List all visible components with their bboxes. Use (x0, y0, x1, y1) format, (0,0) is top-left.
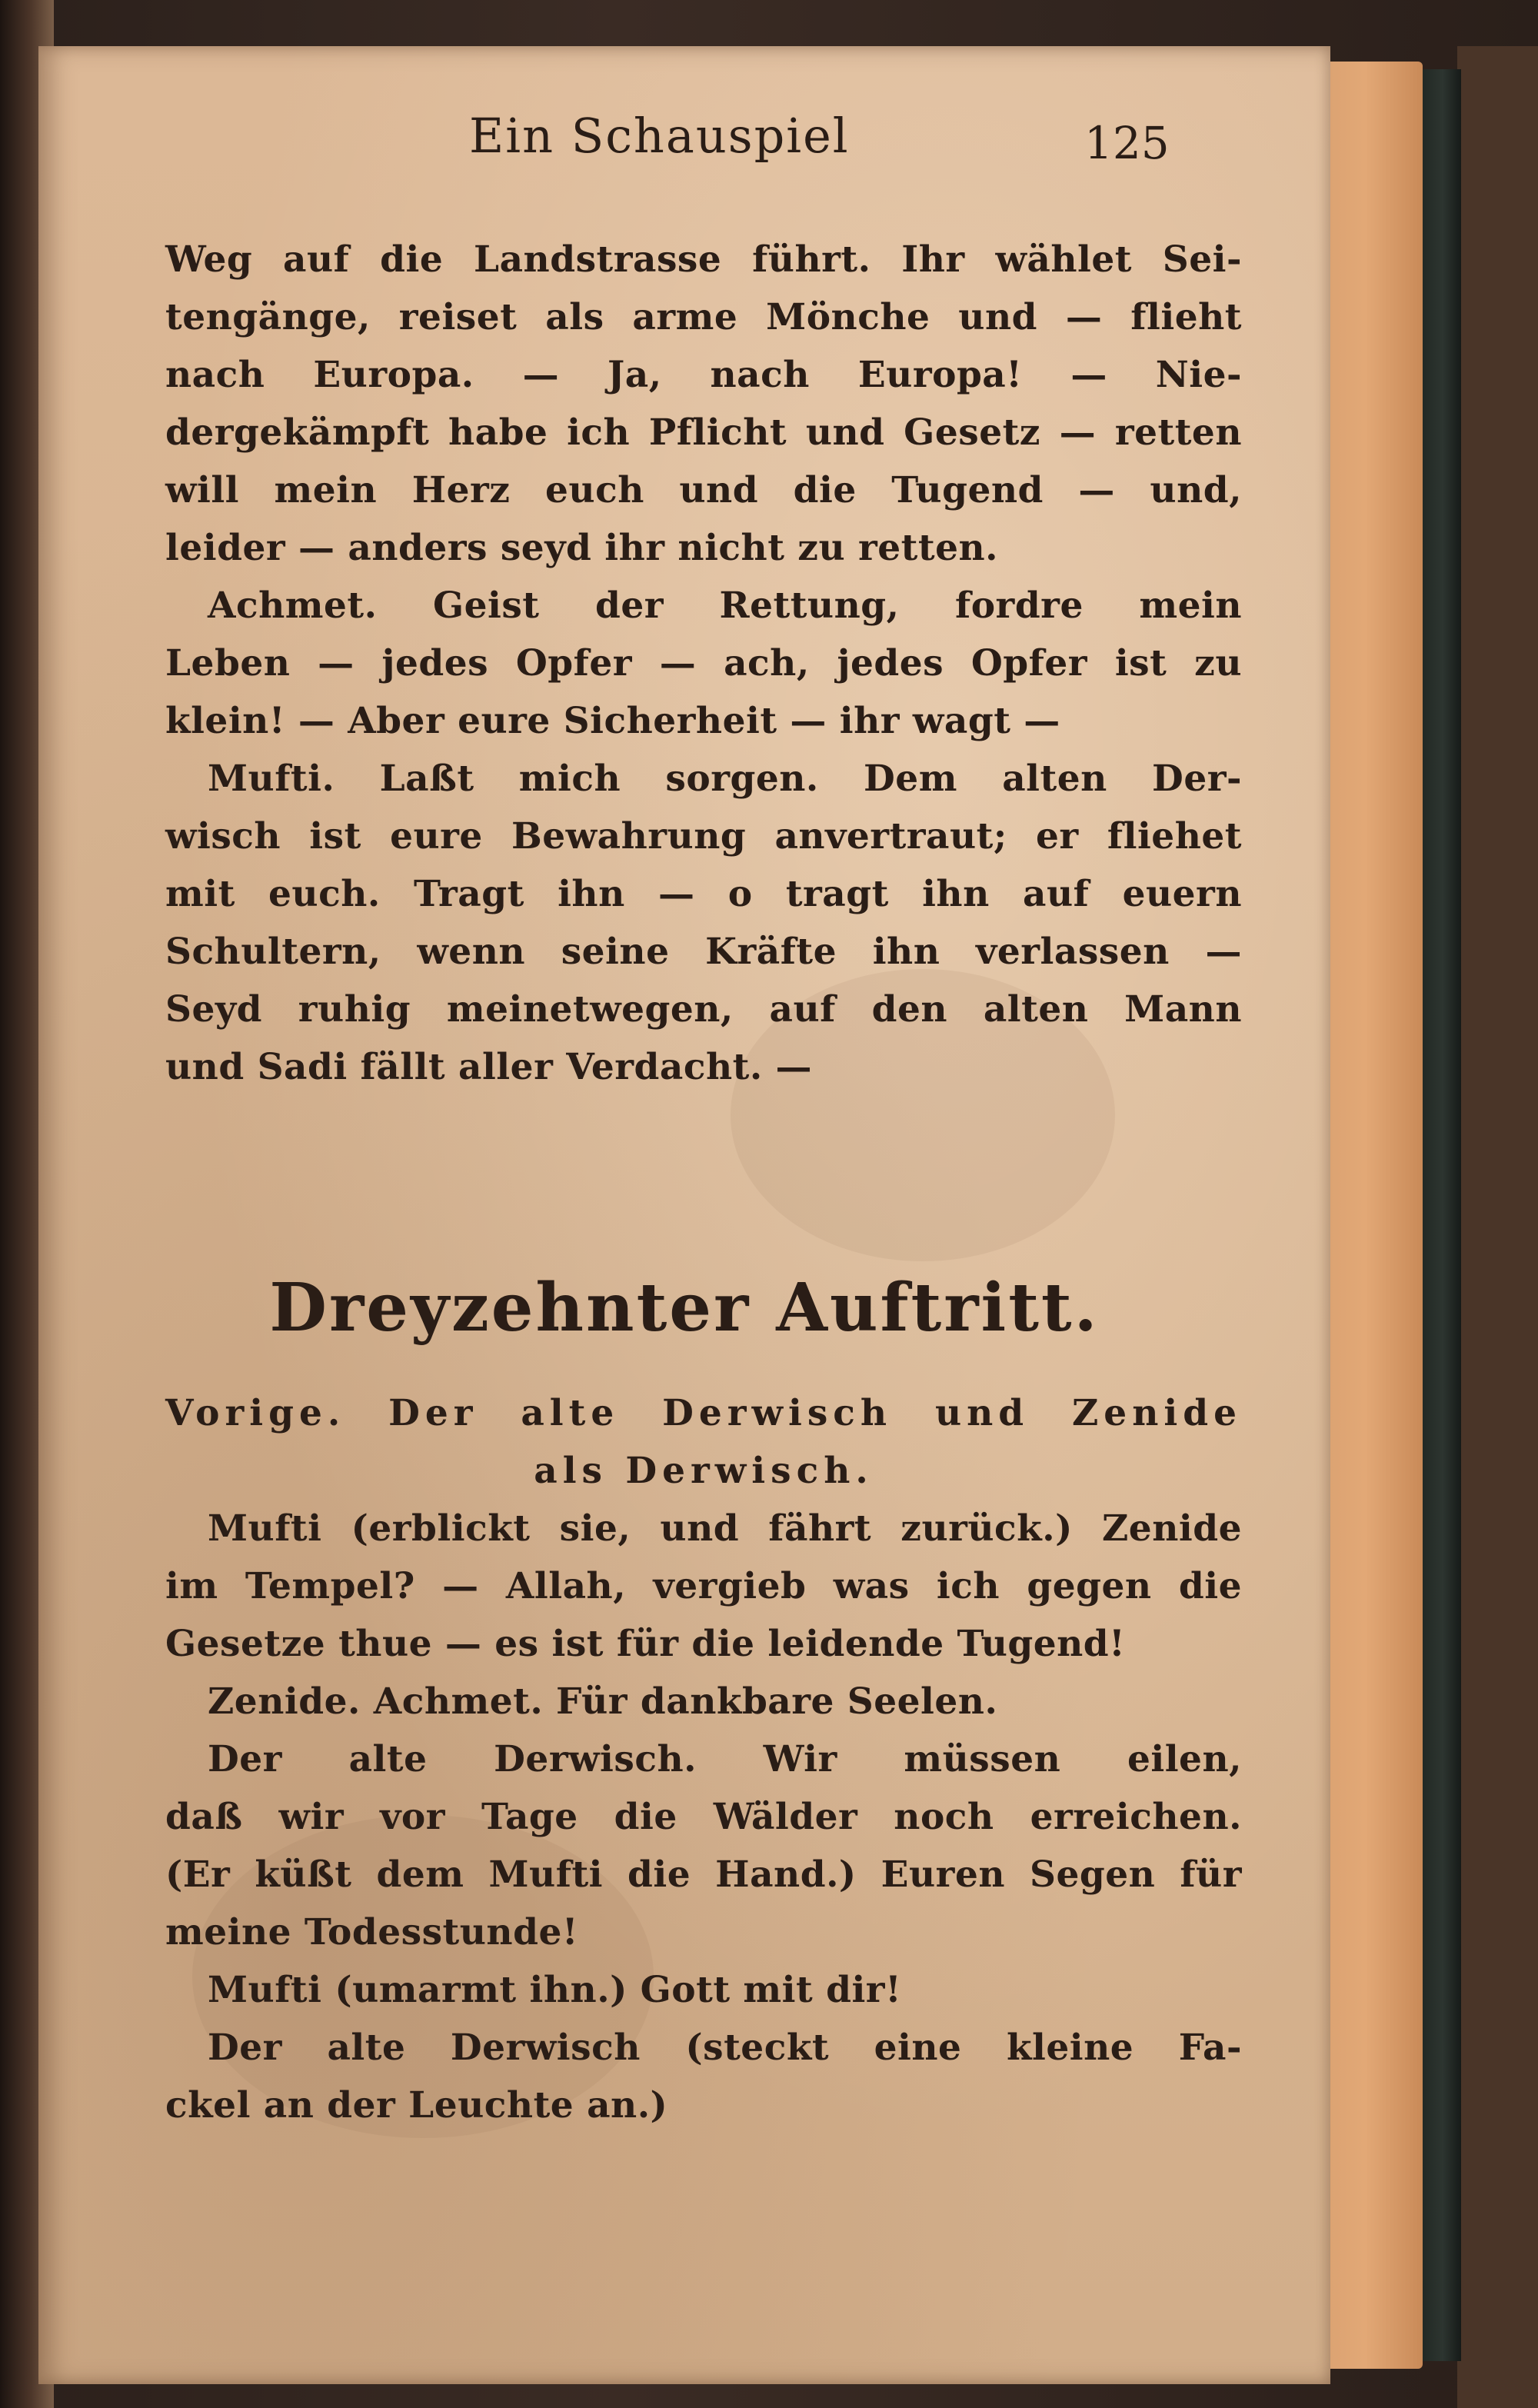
text-line: Mufti (umarmt ihn.) Gott mit dir! (208, 1969, 902, 2011)
text-line: als Derwisch. (534, 1450, 874, 1492)
text-line: ckel an der Leuchte an.) (165, 2084, 668, 2127)
text-block-top (165, 231, 1242, 1096)
text-line: Weg auf die Landstrasse führt. Ihr wählet Sei- (165, 238, 1242, 281)
text-line: Der alte Derwisch. Wir müssen eilen, (208, 1738, 1242, 1780)
text-line: wisch ist eure Bewahrung anvertraut; er fliehet (165, 815, 1242, 858)
text-line: Mufti (erblickt sie, und fährt zurück.) Zenide (208, 1507, 1242, 1550)
text-line: (Er küßt dem Mufti die Hand.) Euren Segen für (165, 1853, 1242, 1896)
text-line: Gesetze thue — es ist für die leidende Tugend! (165, 1623, 1126, 1665)
text-line: klein! — Aber eure Sicherheit — ihr wagt — (165, 700, 1060, 742)
text-line: Achmet. Geist der Rettung, fordre mein (208, 585, 1242, 627)
cover-edge (1457, 46, 1538, 2408)
text-block-bottom (165, 1384, 1242, 2134)
scene-heading: Dreyzehnter Auftritt. (269, 1269, 1100, 1347)
text-line: Vorige. Der alte Derwisch und Zenide (165, 1392, 1242, 1434)
running-head: Ein Schauspiel (469, 108, 850, 164)
text-line: tengänge, reiset als arme Mönche und — flieht (165, 296, 1242, 338)
text-line: im Tempel? — Allah, vergieb was ich gegen die (165, 1565, 1242, 1607)
text-line: leider — anders seyd ihr nicht zu retten. (165, 527, 999, 569)
text-line: dergekämpft habe ich Pflicht und Gesetz — retten (165, 411, 1242, 454)
text-line: Zenide. Achmet. Für dankbare Seelen. (208, 1680, 998, 1723)
text-line: Seyd ruhig meinetwegen, auf den alten Mann (165, 988, 1242, 1031)
text-line: nach Europa. — Ja, nach Europa! — Nie- (165, 354, 1242, 396)
text-line: Leben — jedes Opfer — ach, jedes Opfer ist zu (165, 642, 1242, 684)
text-line: meine Todesstunde! (165, 1911, 578, 1953)
text-line: Schultern, wenn seine Kräfte ihn verlassen — (165, 931, 1242, 973)
text-line: daß wir vor Tage die Wälder noch erreichen. (165, 1796, 1242, 1838)
text-line: mit euch. Tragt ihn — o tragt ihn auf euern (165, 873, 1242, 915)
text-line: Der alte Derwisch (steckt eine kleine Fa- (208, 2027, 1242, 2069)
text-line: will mein Herz euch und die Tugend — und, (165, 469, 1242, 511)
page-header (38, 108, 1330, 177)
text-line: und Sadi fällt aller Verdacht. — (165, 1046, 813, 1088)
page-number: 125 (1084, 117, 1170, 169)
book-page (38, 46, 1330, 2384)
text-line: Mufti. Laßt mich sorgen. Dem alten Der- (208, 758, 1242, 800)
